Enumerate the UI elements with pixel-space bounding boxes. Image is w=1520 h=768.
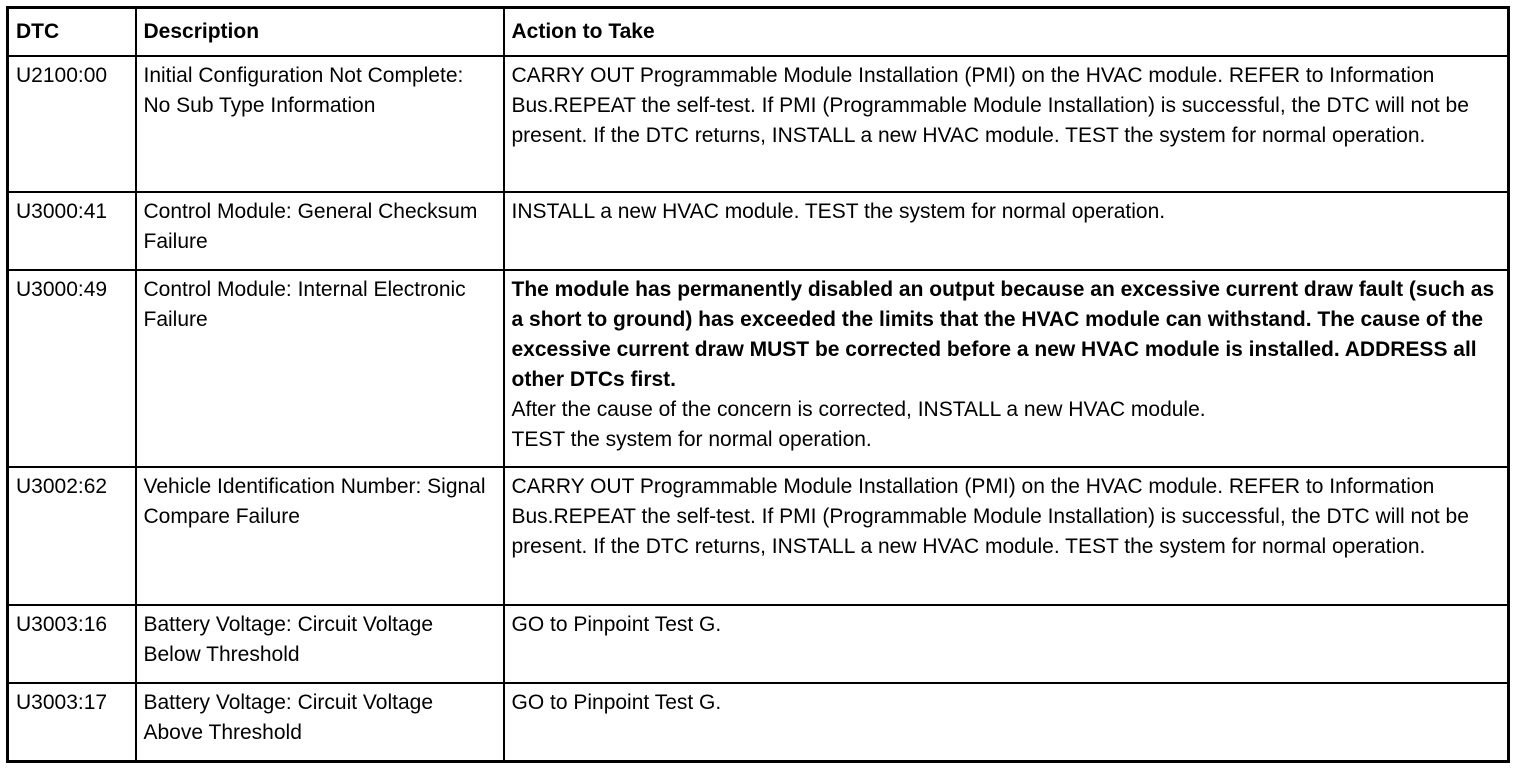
dtc-code: U3000:49 bbox=[8, 270, 136, 467]
dtc-code: U3003:16 bbox=[8, 605, 136, 683]
dtc-action: CARRY OUT Programmable Module Installation (PMI) on the HVAC module. REFER to Information Bus.REPEAT the self-test. If PMI (Programmable Module Installation) is successful, the DTC will not be present. If the DTC returns, INSTALL a new HVAC module. TEST the system for normal operation. bbox=[504, 56, 1509, 192]
table-header bbox=[8, 8, 1509, 57]
table-row bbox=[8, 192, 1509, 270]
dtc-description: Control Module: General Checksum Failure bbox=[136, 192, 504, 270]
dtc-description: Initial Configuration Not Complete: No Sub Type Information bbox=[136, 56, 504, 192]
dtc-action: GO to Pinpoint Test G. bbox=[504, 683, 1509, 761]
dtc-code: U2100:00 bbox=[8, 56, 136, 192]
dtc-description: Battery Voltage: Circuit Voltage Above Threshold bbox=[136, 683, 504, 761]
dtc-action: GO to Pinpoint Test G. bbox=[504, 605, 1509, 683]
dtc-action: INSTALL a new HVAC module. TEST the system for normal operation. bbox=[504, 192, 1509, 270]
dtc-action: CARRY OUT Programmable Module Installation (PMI) on the HVAC module. REFER to Information Bus.REPEAT the self-test. If PMI (Programmable Module Installation) is successful, the DTC will not be present. If the DTC returns, INSTALL a new HVAC module. TEST the system for normal operation. bbox=[504, 467, 1509, 605]
table-row bbox=[8, 56, 1509, 192]
dtc-code: U3003:17 bbox=[8, 683, 136, 761]
dtc-action bbox=[504, 270, 1509, 467]
dtc-code: U3000:41 bbox=[8, 192, 136, 270]
header-action: Action to Take bbox=[504, 8, 1509, 57]
table-row bbox=[8, 467, 1509, 605]
action-warning-text: The module has permanently disabled an output because an excessive current draw fault (such as a short to ground) has exceeded the limits that the HVAC module can withstand. The cause of the excessive current draw MUST be corrected before a new HVAC module is installed. ADDRESS all other DTCs first. bbox=[511, 278, 1495, 391]
header-dtc: DTC bbox=[8, 8, 136, 57]
table-row bbox=[8, 605, 1509, 683]
header-description: Description bbox=[136, 8, 504, 57]
dtc-description: Control Module: Internal Electronic Failure bbox=[136, 270, 504, 467]
action-text: TEST the system for normal operation. bbox=[511, 428, 872, 451]
table-body bbox=[8, 56, 1509, 761]
table-row bbox=[8, 270, 1509, 467]
action-text: After the cause of the concern is corrected, INSTALL a new HVAC module. bbox=[511, 398, 1206, 421]
dtc-table bbox=[6, 6, 1510, 763]
table-row bbox=[8, 683, 1509, 761]
dtc-description: Vehicle Identification Number: Signal Compare Failure bbox=[136, 467, 504, 605]
dtc-code: U3002:62 bbox=[8, 467, 136, 605]
dtc-description: Battery Voltage: Circuit Voltage Below Threshold bbox=[136, 605, 504, 683]
header-row bbox=[8, 8, 1509, 57]
